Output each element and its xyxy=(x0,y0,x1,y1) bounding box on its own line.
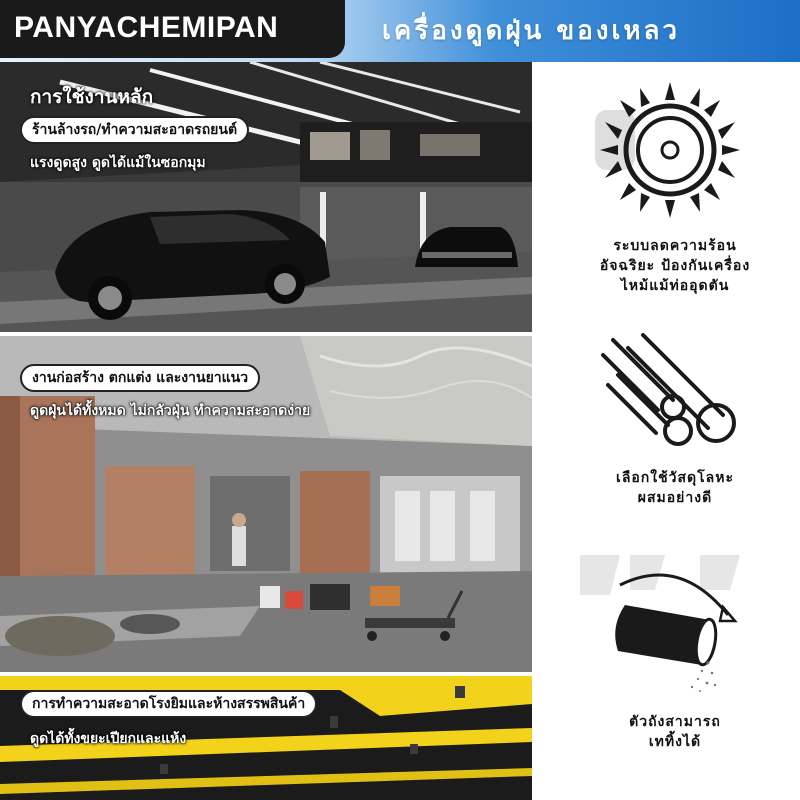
construction-panel xyxy=(0,336,532,672)
tank-caption-line: เททิ้งได้ xyxy=(648,734,702,750)
construction-description: ดูดฝุ่นได้ทั้งหมด ไม่กลัวฝุ่น ทำความสะอาดง่าย xyxy=(30,403,311,419)
metal-caption-line: เลือกใช้วัสดุโลหะ xyxy=(616,470,734,486)
construction-tag: งานก่อสร้าง ตกแต่ง และงานยาแนว xyxy=(20,364,260,392)
car-wash-description: แรงดูดสูง ดูดได้แม้ในซอกมุม xyxy=(30,155,206,171)
cooling-caption-line: ไหม้แม้ท่ออุดตัน xyxy=(620,278,730,294)
metal-caption-line: ผสมอย่างดี xyxy=(637,490,713,506)
brand-badge xyxy=(0,0,345,58)
gym-mall-panel xyxy=(0,676,532,800)
metal-material-caption xyxy=(560,468,790,508)
gym-mall-description: ดูดได้ทั้งขยะเปียกและแห้ง xyxy=(30,731,187,747)
brand-name: PANYACHEMIPAN xyxy=(14,11,279,44)
tank-caption-line: ตัวถังสามารถ xyxy=(629,714,721,730)
gym-mall-tag: การทำความสะอาดโรงยิมและห้างสรรพสินค้า xyxy=(20,690,317,718)
motor-cooling-icon xyxy=(595,80,745,220)
cooling-caption-line: ระบบลดความร้อน xyxy=(613,238,737,254)
car-wash-tag: ร้านล้างรถ/ทำความสะอาดรถยนต์ xyxy=(20,116,249,144)
main-usage-heading: การใช้งานหลัก xyxy=(30,86,154,108)
car-wash-panel xyxy=(0,62,532,332)
dumpable-tank-caption xyxy=(560,712,790,752)
tilting-tank-icon xyxy=(580,545,755,695)
metal-pipes-icon xyxy=(598,330,748,455)
header-banner xyxy=(0,0,800,62)
cooling-system-caption xyxy=(560,236,790,296)
header-title: เครื่องดูดฝุ่น ของเหลว xyxy=(382,16,681,46)
cooling-caption-line: อัจฉริยะ ป้องกันเครื่อง xyxy=(599,258,751,274)
